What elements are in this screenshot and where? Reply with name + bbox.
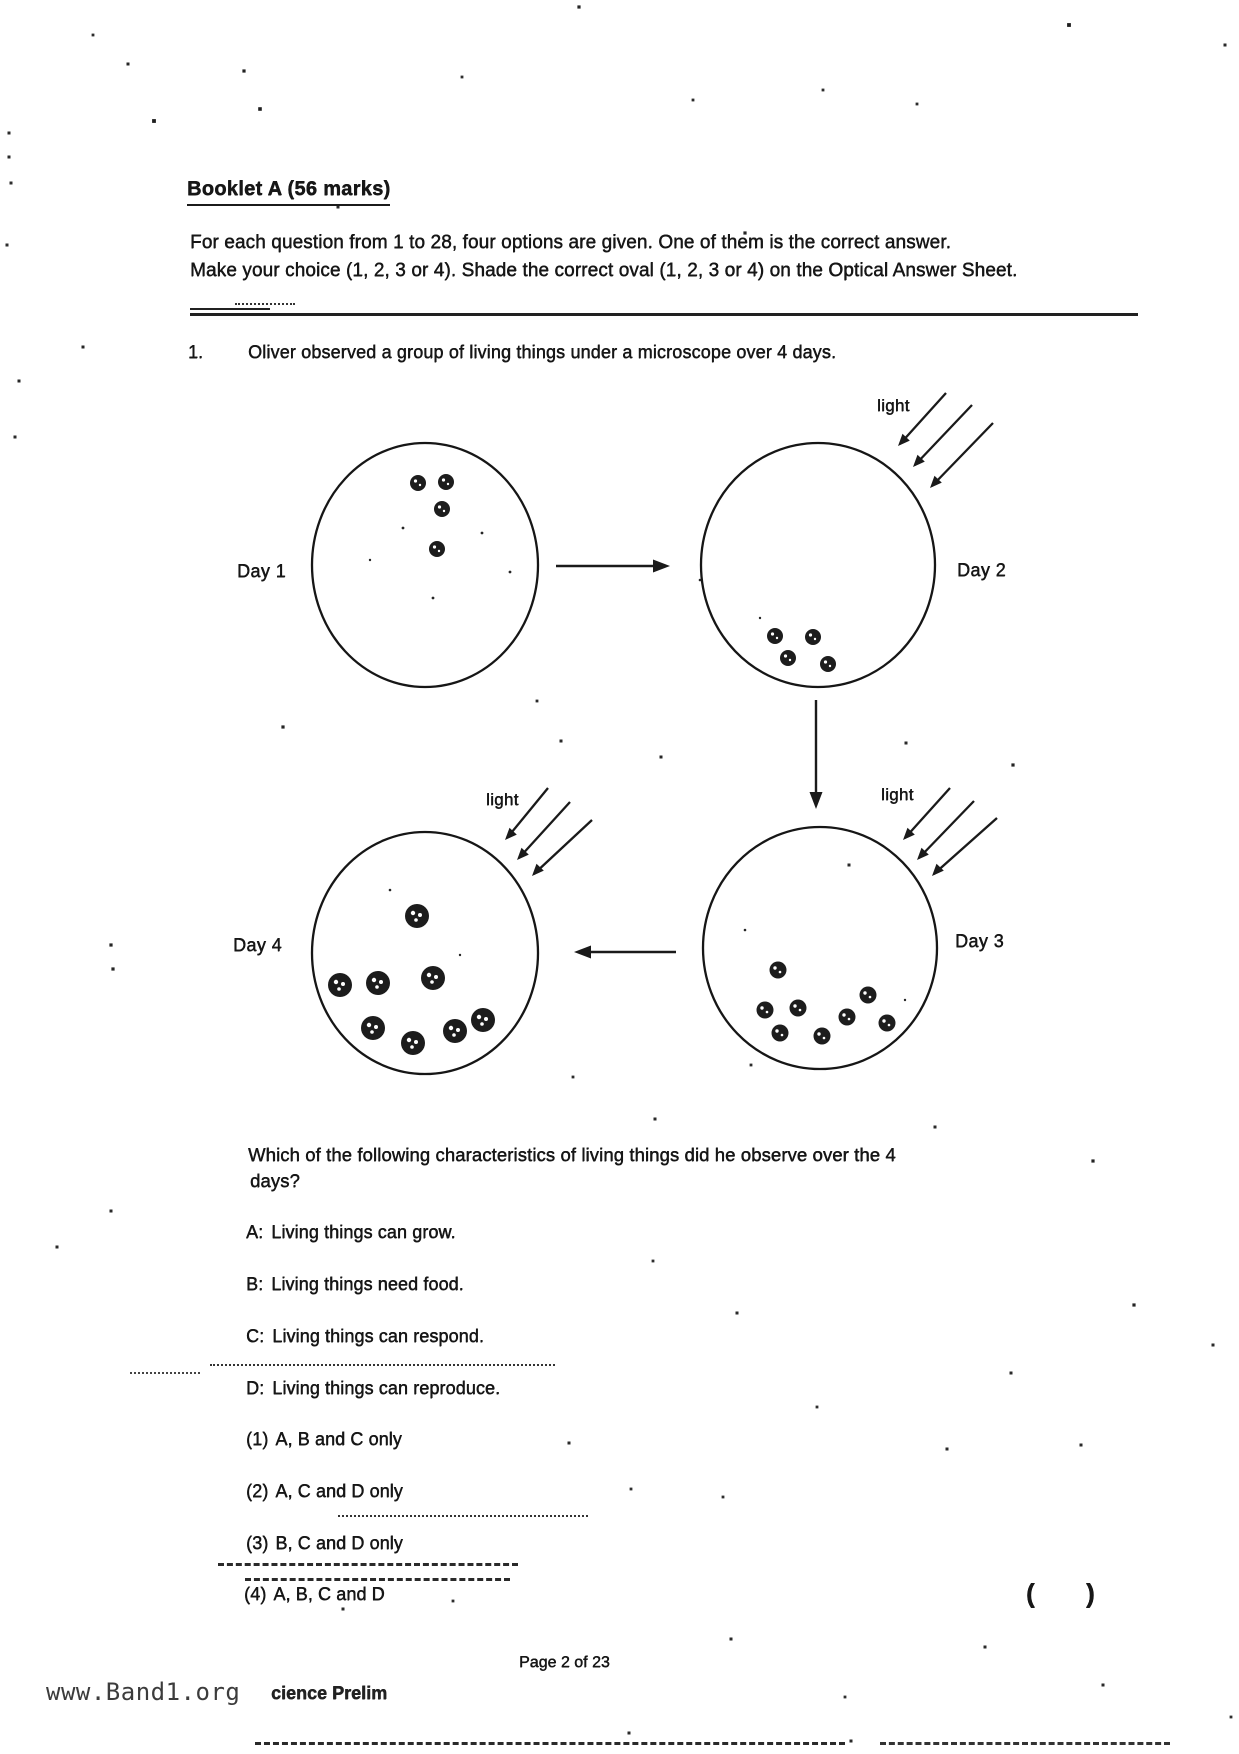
organism-dot: [772, 1025, 789, 1042]
option-3: [246, 1533, 403, 1554]
option-4-text: A, B, C and D: [273, 1584, 385, 1604]
arrow-day2-to-day3: [810, 700, 823, 809]
arrow-day3-to-day4: [574, 946, 676, 959]
organism-dot: [421, 966, 445, 990]
question-stem: Oliver observed a group of living things under a microscope over 4 days.: [248, 342, 837, 362]
statement-c: [246, 1326, 484, 1347]
option-2: [246, 1481, 403, 1502]
organism-dot: [805, 629, 821, 645]
organisms-day1: [410, 474, 454, 557]
organism-dot: [405, 904, 429, 928]
light-rays-day2: [898, 393, 993, 488]
organisms-day2: [767, 628, 836, 672]
option-4: [244, 1584, 385, 1605]
organism-dot: [361, 1016, 385, 1040]
organism-dot: [328, 973, 352, 997]
scan-artifact-line: [130, 1372, 200, 1374]
organism-dot: [820, 656, 836, 672]
organisms-day3: [757, 962, 896, 1045]
scan-artifact-line: [245, 1578, 510, 1581]
scan-artifact-line: [210, 1364, 555, 1366]
statement-d-label: D:: [246, 1378, 265, 1398]
option-3-text: B, C and D only: [275, 1533, 403, 1553]
scan-artifact-line: [338, 1515, 588, 1517]
statement-b: [246, 1274, 464, 1295]
organism-dot: [770, 962, 787, 979]
answer-bracket-close: ): [1086, 1578, 1095, 1608]
dish-day2: [701, 443, 935, 687]
instructions-line-2: Make your choice (1, 2, 3 or 4). Shade the correct oval (1, 2, 3 or 4) on the Optical Answer Sheet.: [190, 260, 1018, 281]
doc-title: cience Prelim: [271, 1683, 388, 1703]
organism-dot: [757, 1002, 774, 1019]
light-label-day2: light: [877, 396, 910, 415]
dish-day4: [312, 832, 538, 1074]
organism-dot: [790, 1000, 807, 1017]
light-label-day4: light: [486, 790, 519, 809]
day4-label: Day 4: [233, 935, 283, 955]
option-1-text: A, B and C only: [275, 1429, 402, 1449]
organism-dot: [366, 971, 390, 995]
organism-dot: [438, 474, 454, 490]
day2-label: Day 2: [957, 560, 1007, 580]
option-4-label: (4): [244, 1584, 267, 1604]
scan-artifact-line: [255, 1742, 845, 1745]
organism-dot: [767, 628, 783, 644]
organism-dot: [410, 475, 426, 491]
question-prompt-line-2: days?: [250, 1170, 300, 1191]
instructions-line-1: For each question from 1 to 28, four options are given. One of them is the correct answer.: [190, 232, 951, 253]
organisms-day4: [328, 904, 495, 1055]
dish-scan-specks: [369, 527, 906, 1002]
scan-artifact-line: [880, 1742, 1170, 1745]
organism-dot: [434, 501, 450, 517]
option-3-label: (3): [246, 1533, 269, 1553]
organism-dot: [839, 1009, 856, 1026]
day1-label: Day 1: [237, 561, 287, 581]
booklet-header: Booklet A (56 marks): [187, 178, 390, 206]
option-1: [246, 1429, 402, 1450]
organism-dot: [401, 1031, 425, 1055]
organism-dot: [471, 1008, 495, 1032]
statement-d: [246, 1378, 500, 1399]
organism-dot: [429, 541, 445, 557]
statement-d-text: Living things can reproduce.: [272, 1378, 501, 1398]
organism-dot: [443, 1019, 467, 1043]
option-2-text: A, C and D only: [275, 1481, 403, 1501]
statement-c-text: Living things can respond.: [272, 1326, 484, 1346]
option-1-label: (1): [246, 1429, 269, 1449]
statement-b-text: Living things need food.: [271, 1274, 464, 1294]
arrow-day1-to-day2: [556, 560, 670, 573]
organism-dot: [879, 1015, 896, 1032]
organism-dot: [860, 987, 877, 1004]
question-number: 1.: [188, 342, 204, 362]
option-2-label: (2): [246, 1481, 269, 1501]
statement-a-text: Living things can grow.: [271, 1222, 456, 1242]
statement-a-label: A:: [246, 1222, 264, 1242]
page-number: Page 2 of 23: [519, 1654, 610, 1671]
day3-label: Day 3: [955, 931, 1005, 951]
organism-dot: [780, 650, 796, 666]
answer-bracket-open: (: [1026, 1578, 1035, 1608]
light-label-day3: light: [881, 785, 914, 804]
statement-c-label: C:: [246, 1326, 265, 1346]
statement-b-label: B:: [246, 1274, 264, 1294]
scan-artifact-line: [218, 1563, 518, 1566]
statement-a: [246, 1222, 456, 1243]
site-watermark: www.Band1.org: [46, 1678, 241, 1706]
light-rays-day3: [903, 788, 997, 876]
organism-dot: [814, 1028, 831, 1045]
question-prompt-line-1: Which of the following characteristics of living things did he observe over the 4: [248, 1144, 896, 1165]
